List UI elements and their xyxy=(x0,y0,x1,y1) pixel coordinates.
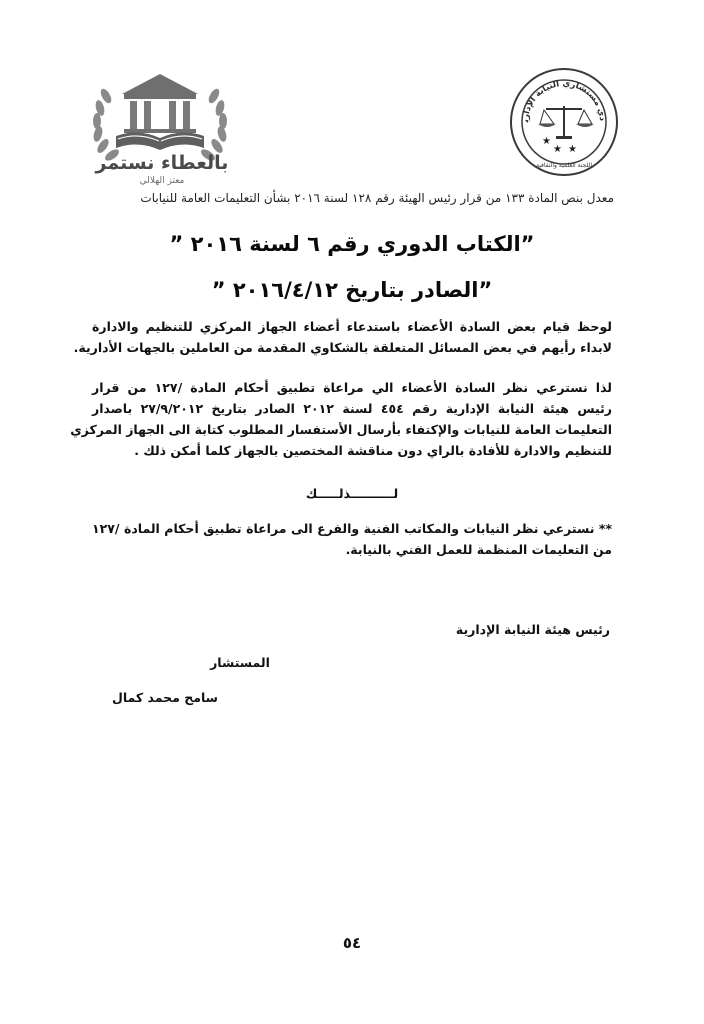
paragraph-line: التعليمات العامة للنيابات والإكتفاء بأرسال الأستفسار المطلوب كتابة الى الجهاز المركزي xyxy=(70,422,612,437)
seal-ring-text: دي مستشاري النيابة الإدارية xyxy=(520,78,608,123)
logo-name: معتز الهلالي xyxy=(139,176,185,186)
paragraph-3 xyxy=(92,518,612,560)
paragraph-line: لوحظ قيام بعض السادة الأعضاء باستدعاء أعضاء الجهاز المركزي للتنظيم والادارة xyxy=(92,319,612,334)
page-number: ٥٤ xyxy=(342,934,362,952)
section-separator: لــــــــــذلـــــك xyxy=(305,486,399,501)
circular-title: ”الكتاب الدوري رقم ٦ لسنة ٢٠١٦ ” xyxy=(169,232,535,256)
seal-bottom-text: اللجنة العلمية والثقافية xyxy=(535,162,593,169)
club-seal-logo xyxy=(508,66,620,178)
paragraph-line: لذا نسترعي نظر السادة الأعضاء الي مراعاة تطبيق أحكام المادة /١٢٧ من قرار xyxy=(92,380,612,395)
paragraph-line: ** نسترعي نظر النيابات والمكاتب الفنية والفرع الى مراعاة تطبيق أحكام المادة /١٢٧ xyxy=(92,521,612,536)
signatory-rank: المستشار xyxy=(210,655,270,670)
courthouse-book-laurel-icon xyxy=(80,66,240,186)
paragraph-line: من التعليمات المنظمة للعمل الفني بالنيابة. xyxy=(345,542,612,557)
paragraph-line: رئيس هيئة النيابة الإدارية رقم ٤٥٤ لسنة ٢٠١٢ الصادر بتاريخ ٢٧/٩/٢٠١٢ باصدار xyxy=(92,401,612,416)
star-icon: ★ xyxy=(568,144,577,155)
star-icon: ★ xyxy=(542,136,551,147)
amendment-note: معدل بنص المادة ١٣٣ من قرار رئيس الهيئة رقم ١٢٨ لسنة ٢٠١٦ بشأن التعليمات العامة للنيابات xyxy=(140,191,614,205)
scales-seal-icon xyxy=(508,66,620,178)
signatory-name: سامح محمد كمال xyxy=(112,690,218,705)
signatory-title: رئيس هيئة النيابة الإدارية xyxy=(455,622,610,637)
paragraph-line: لابداء رأيهم في بعض المسائل المتعلقة بالشكاوي المقدمة من العاملين بالجهات الأدارية. xyxy=(73,340,612,355)
paragraph-line: للتنظيم والادارة للأفادة بالراي دون مناقشة المختصين بالجهاز كلما أمكن ذلك . xyxy=(134,443,612,458)
logo-slogan: بالعطاء نستمر xyxy=(95,152,229,174)
paragraph-2 xyxy=(70,377,612,461)
circular-issue-date: ”الصادر بتاريخ ٢٠١٦/٤/١٢ ” xyxy=(211,278,493,302)
star-icon: ★ xyxy=(553,144,562,155)
paragraph-1 xyxy=(73,316,612,358)
courthouse-book-logo xyxy=(80,66,240,186)
